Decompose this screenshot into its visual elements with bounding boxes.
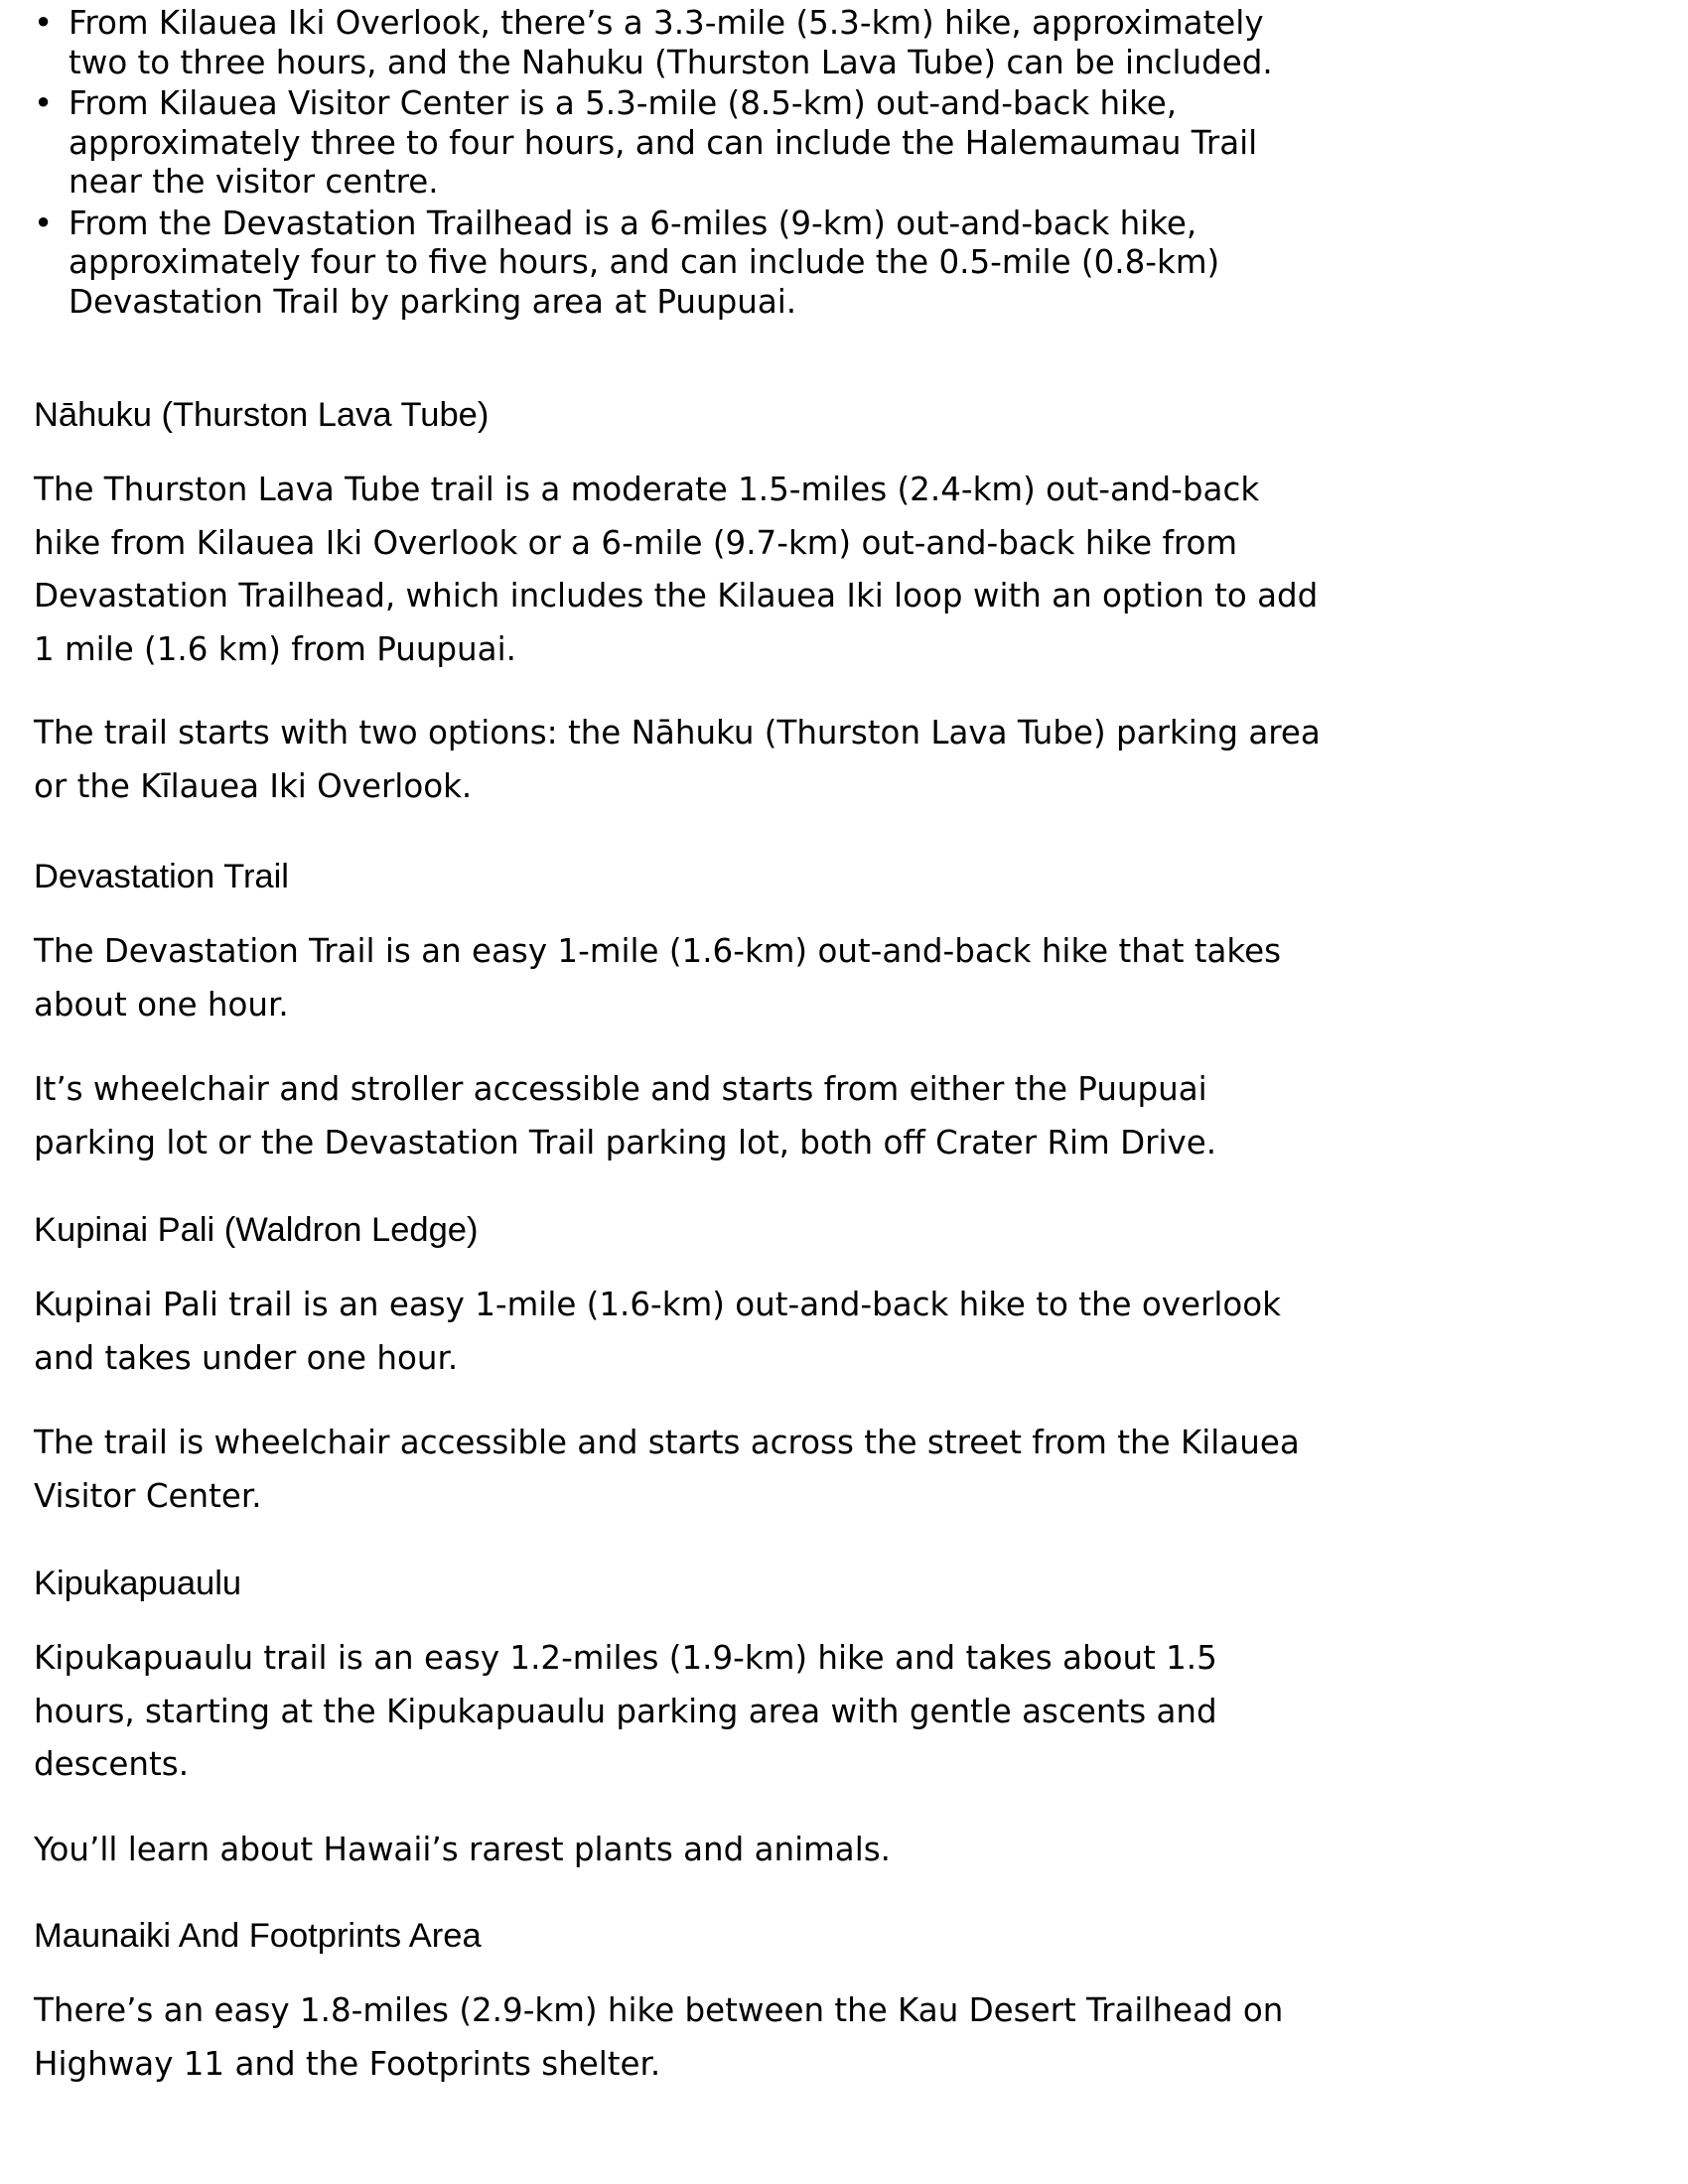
paragraph-kupinai-description: Kupinai Pali trail is an easy 1-mile (1.6-km) out-and-back hike to the overlook and takes under one hour. (34, 1286, 1281, 1377)
hike-options-list (34, 4, 1325, 324)
list-item (34, 205, 1325, 323)
list-item-text: From Kilauea Visitor Center is a 5.3-mile (8.5-km) out-and-back hike, approximately three to four hours, and can include the Halemaumau Trail near the visitor centre. (69, 84, 1258, 201)
section-heading-kipukapuaulu: Kipukapuaulu (34, 1565, 242, 1602)
bullet-icon: • (34, 4, 54, 42)
bullet-icon: • (34, 84, 54, 122)
list-item (34, 84, 1325, 203)
list-item (34, 4, 1325, 82)
section-heading-kupinai: Kupinai Pali (Waldron Ledge) (34, 1211, 479, 1249)
paragraph-nahuku-start: The trail starts with two options: the Nāhuku (Thurston Lava Tube) parking area or the Kīlauea Iki Overlook. (34, 714, 1321, 805)
paragraph-devastation-description: The Devastation Trail is an easy 1-mile (1.6-km) out-and-back hike that takes about one hour. (34, 932, 1282, 1024)
bullet-icon: • (34, 204, 54, 242)
paragraph-maunaiki-description: There’s an easy 1.8-miles (2.9-km) hike between the Kau Desert Trailhead on Highway 11 and the Footprints shelter. (34, 1991, 1284, 2083)
paragraph-kipukapuaulu-description: Kipukapuaulu trail is an easy 1.2-miles (1.9-km) hike and takes about 1.5 hours, starting at the Kipukapuaulu parking area with gentle ascents and descents. (34, 1639, 1217, 1783)
section-heading-nahuku: Nāhuku (Thurston Lava Tube) (34, 396, 490, 434)
section-heading-maunaiki: Maunaiki And Footprints Area (34, 1917, 482, 1955)
list-item-text: From Kilauea Iki Overlook, there’s a 3.3-mile (5.3-km) hike, approximately two to three hours, and the Nahuku (Thurston Lava Tube) can be included. (69, 4, 1273, 81)
paragraph-nahuku-description: The Thurston Lava Tube trail is a moderate 1.5-miles (2.4-km) out-and-back hike from Kilauea Iki Overlook or a 6-mile (9.7-km) out-and-back hike from Devastation Trailhead, which includes the Kilauea Iki loop with an option to add 1 mile (1.6 km) from Puupuai. (34, 471, 1319, 668)
paragraph-devastation-access: It’s wheelchair and stroller accessible and starts from either the Puupuai parking lot or the Devastation Trail parking lot, both off Crater Rim Drive. (34, 1070, 1217, 1161)
paragraph-kupinai-access: The trail is wheelchair accessible and starts across the street from the Kilauea Visitor Center. (34, 1424, 1300, 1515)
paragraph-kipukapuaulu-wildlife: You’ll learn about Hawaii’s rarest plants and animals. (34, 1831, 891, 1868)
list-item-text: From the Devastation Trailhead is a 6-miles (9-km) out-and-back hike, approximately four to five hours, and can include the 0.5-mile (0.8-km) Devastation Trail by parking area at Puupuai. (69, 204, 1220, 321)
section-heading-devastation: Devastation Trail (34, 858, 289, 895)
